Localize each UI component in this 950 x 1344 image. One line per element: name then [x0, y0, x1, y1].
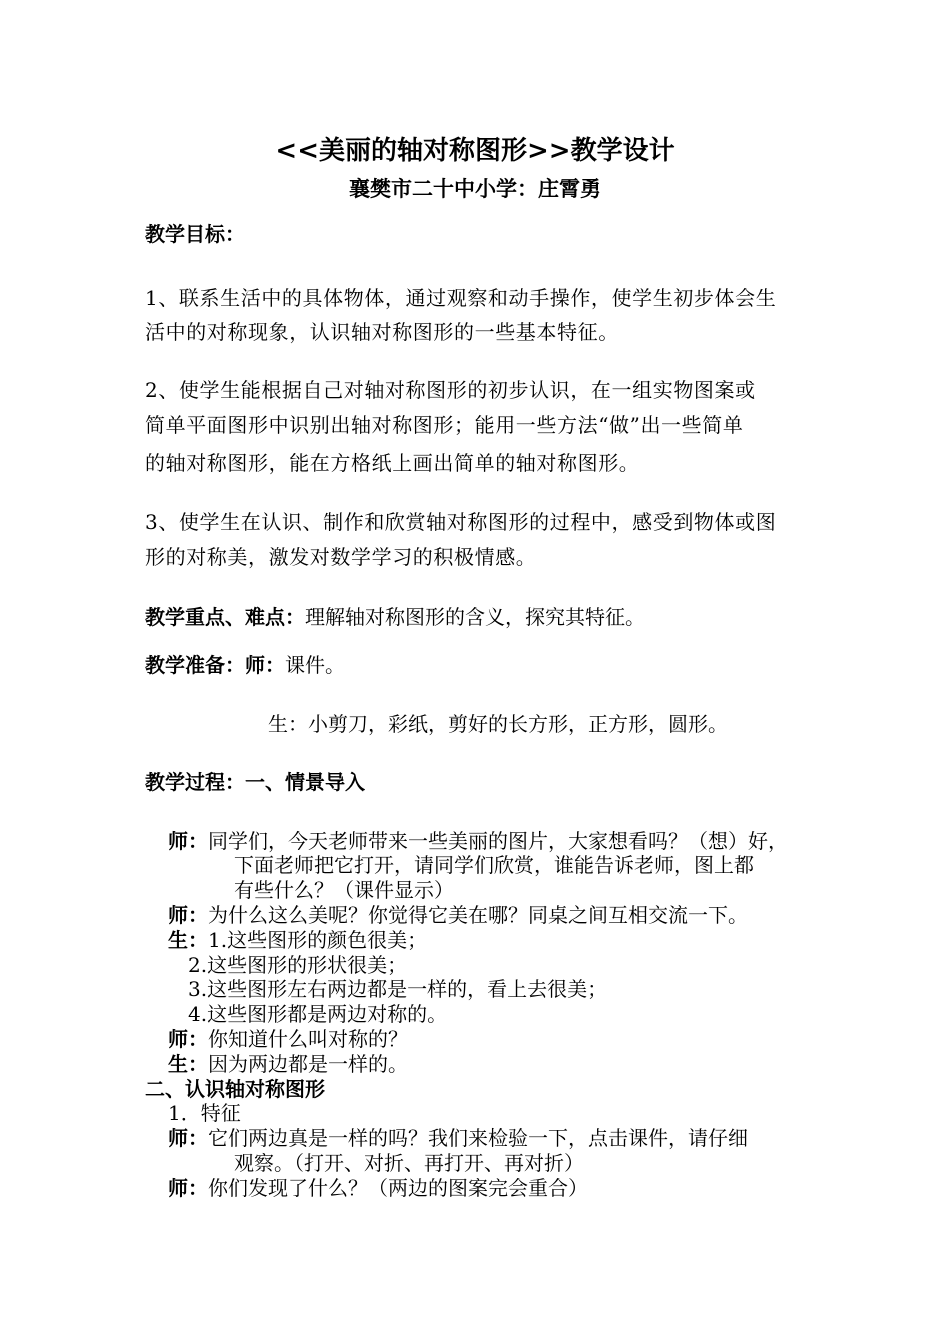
speaker-student: 生： [168, 1052, 208, 1076]
teacher-line-5-text: 你们发现了什么？（两边的图案完会重合） [208, 1176, 588, 1200]
teacher-line-4-text: 它们两边真是一样的吗？我们来检验一下，点击课件，请仔细 [208, 1126, 748, 1150]
section-2-subheading: 1．特征 [168, 1101, 241, 1125]
process-heading: 教学过程：一、情景导入 [145, 770, 365, 794]
teacher-line-1 [168, 829, 788, 853]
preparation-line [145, 653, 345, 677]
key-points-text: 理解轴对称图形的含义，探究其特征。 [305, 605, 645, 629]
speaker-student: 生： [168, 928, 208, 952]
teacher-line-1-cont-b: 有些什么？（课件显示） [234, 878, 454, 902]
teacher-line-4 [168, 1126, 748, 1150]
preparation-teacher: 课件。 [285, 653, 345, 677]
objective-2-line-2: 简单平面图形中识别出轴对称图形；能用一些方法“做”出一些简单 [145, 413, 744, 437]
objective-3-line-2: 形的对称美，激发对数学学习的积极情感。 [145, 545, 537, 569]
speaker-teacher: 师： [168, 829, 208, 853]
objectives-heading: 教学目标： [145, 222, 245, 246]
document-title: <<美丽的轴对称图形>>教学设计 [275, 136, 675, 166]
author-line: 襄樊市二十中小学：庄霄勇 [349, 176, 601, 201]
teacher-line-3-text: 你知道什么叫对称的？ [208, 1027, 408, 1051]
objective-2-line-1: 2、使学生能根据自己对轴对称图形的初步认识，在一组实物图案或 [145, 378, 756, 402]
speaker-teacher: 师： [168, 1176, 208, 1200]
teacher-line-3 [168, 1027, 408, 1051]
objective-2-line-3: 的轴对称图形，能在方格纸上画出简单的轴对称图形。 [145, 451, 640, 475]
key-points-label: 教学重点、难点： [145, 605, 305, 629]
teacher-line-2-text: 为什么这么美呢？你觉得它美在哪？同桌之间互相交流一下。 [208, 903, 748, 927]
student-item-2: 2.这些图形的形状很美； [188, 953, 408, 977]
section-2-heading: 二、认识轴对称图形 [145, 1077, 325, 1101]
teacher-line-4-cont: 观察。（打开、对折、再打开、再对折） [234, 1151, 584, 1175]
speaker-teacher: 师： [168, 1126, 208, 1150]
teacher-line-5 [168, 1176, 588, 1200]
speaker-teacher: 师： [168, 1027, 208, 1051]
key-points-line [145, 605, 645, 629]
student-line-1 [168, 928, 427, 952]
student-item-4: 4.这些图形都是两边对称的。 [188, 1002, 448, 1026]
objective-1-line-1: 1、联系生活中的具体物体，通过观察和动手操作，使学生初步体会生 [145, 286, 777, 310]
teacher-line-1-cont-a: 下面老师把它打开，请同学们欣赏，谁能告诉老师，图上都 [234, 853, 754, 877]
objective-1-line-2: 活中的对称现象，认识轴对称图形的一些基本特征。 [145, 320, 619, 344]
student-line-2-text: 因为两边都是一样的。 [208, 1052, 408, 1076]
speaker-teacher: 师： [168, 903, 208, 927]
objective-3-line-1: 3、使学生在认识、制作和欣赏轴对称图形的过程中，感受到物体或图 [145, 510, 777, 534]
preparation-label: 教学准备：师： [145, 653, 285, 677]
preparation-student: 生：小剪刀，彩纸，剪好的长方形，正方形，圆形。 [268, 712, 728, 736]
teacher-line-2 [168, 903, 748, 927]
teacher-line-1-text: 同学们，今天老师带来一些美丽的图片，大家想看吗？（想）好， [208, 829, 788, 853]
student-item-1: 1.这些图形的颜色很美； [208, 928, 428, 952]
student-item-3: 3.这些图形左右两边都是一样的，看上去很美； [188, 977, 608, 1001]
student-line-2 [168, 1052, 408, 1076]
